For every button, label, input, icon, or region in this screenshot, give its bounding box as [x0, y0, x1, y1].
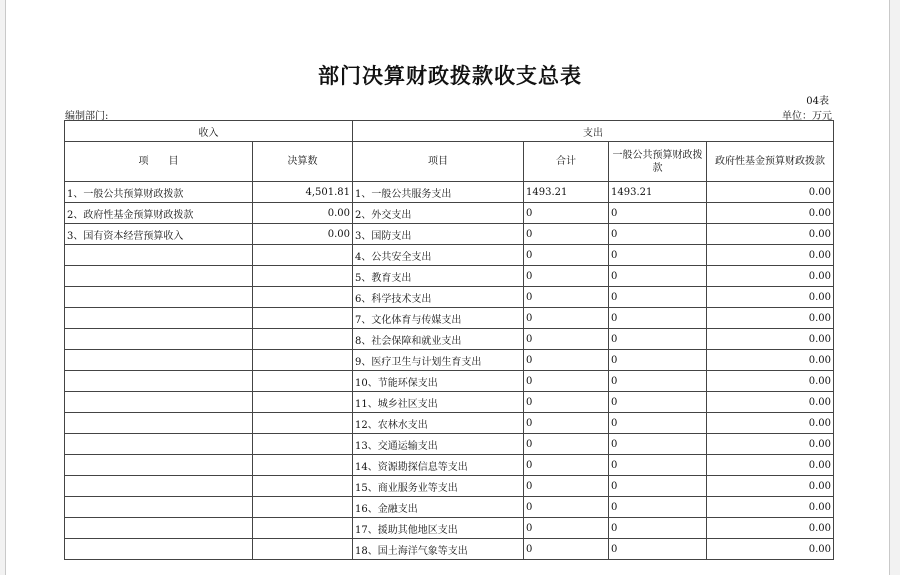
income-item-cell — [65, 371, 253, 392]
gov-fund-cell: 0.00 — [707, 287, 834, 308]
header-row-2 — [65, 142, 834, 182]
income-item-cell: 2、政府性基金预算财政拨款 — [65, 203, 253, 224]
general-budget-header: 一般公共预算财政拨款 — [609, 142, 707, 182]
expenditure-item-cell: 11、城乡社区支出 — [353, 392, 524, 413]
gov-fund-cell: 0.00 — [707, 203, 834, 224]
total-cell: 0 — [524, 350, 609, 371]
gov-fund-header: 政府性基金预算财政拨款 — [707, 142, 834, 182]
general-budget-cell: 0 — [609, 287, 707, 308]
table-row — [65, 224, 834, 245]
table-row — [65, 476, 834, 497]
income-amount-cell — [253, 476, 353, 497]
revenue-expenditure-table — [64, 120, 834, 560]
table-row — [65, 308, 834, 329]
income-item-cell — [65, 518, 253, 539]
income-item-cell: 1、一般公共预算财政拨款 — [65, 182, 253, 203]
gov-fund-cell: 0.00 — [707, 350, 834, 371]
gov-fund-cell: 0.00 — [707, 518, 834, 539]
expenditure-item-cell: 15、商业服务业等支出 — [353, 476, 524, 497]
income-amount-cell: 0.00 — [253, 224, 353, 245]
income-amount-cell — [253, 539, 353, 560]
expenditure-header: 支出 — [353, 121, 834, 142]
expenditure-item-cell: 16、金融支出 — [353, 497, 524, 518]
income-amount-cell — [253, 518, 353, 539]
general-budget-cell: 0 — [609, 308, 707, 329]
total-cell: 0 — [524, 308, 609, 329]
table-row — [65, 371, 834, 392]
total-cell: 0 — [524, 476, 609, 497]
total-cell: 0 — [524, 203, 609, 224]
income-item-cell — [65, 266, 253, 287]
gov-fund-cell: 0.00 — [707, 497, 834, 518]
general-budget-cell: 0 — [609, 434, 707, 455]
table-row — [65, 434, 834, 455]
gov-fund-cell: 0.00 — [707, 413, 834, 434]
table-row — [65, 413, 834, 434]
gov-fund-cell: 0.00 — [707, 455, 834, 476]
general-budget-cell: 1493.21 — [609, 182, 707, 203]
income-item-cell — [65, 329, 253, 350]
table-row — [65, 329, 834, 350]
income-item-cell: 3、国有资本经营预算收入 — [65, 224, 253, 245]
general-budget-cell: 0 — [609, 224, 707, 245]
income-item-cell — [65, 539, 253, 560]
general-budget-cell: 0 — [609, 476, 707, 497]
general-budget-cell: 0 — [609, 392, 707, 413]
general-budget-cell: 0 — [609, 329, 707, 350]
expenditure-item-cell: 4、公共安全支出 — [353, 245, 524, 266]
total-cell: 0 — [524, 518, 609, 539]
total-cell: 0 — [524, 434, 609, 455]
income-amount-cell — [253, 350, 353, 371]
expenditure-item-cell: 13、交通运输支出 — [353, 434, 524, 455]
general-budget-cell: 0 — [609, 518, 707, 539]
table-row — [65, 350, 834, 371]
expenditure-item-cell: 1、一般公共服务支出 — [353, 182, 524, 203]
income-amount-cell — [253, 413, 353, 434]
income-amount-cell — [253, 434, 353, 455]
table-row — [65, 245, 834, 266]
table-row — [65, 203, 834, 224]
income-amount-cell: 4,501.81 — [253, 182, 353, 203]
table-row — [65, 539, 834, 560]
gov-fund-cell: 0.00 — [707, 308, 834, 329]
income-item-cell — [65, 287, 253, 308]
table-row — [65, 392, 834, 413]
gov-fund-cell: 0.00 — [707, 539, 834, 560]
income-item-header: 项 目 — [65, 142, 253, 182]
expenditure-item-cell: 6、科学技术支出 — [353, 287, 524, 308]
general-budget-cell: 0 — [609, 350, 707, 371]
gov-fund-cell: 0.00 — [707, 476, 834, 497]
income-amount-cell — [253, 497, 353, 518]
general-budget-cell: 0 — [609, 539, 707, 560]
expenditure-item-cell: 8、社会保障和就业支出 — [353, 329, 524, 350]
expenditure-item-header: 项目 — [353, 142, 524, 182]
income-amount-cell — [253, 371, 353, 392]
org-label: 编制部门: — [65, 111, 109, 122]
gov-fund-cell: 0.00 — [707, 182, 834, 203]
general-budget-cell: 0 — [609, 413, 707, 434]
general-budget-cell: 0 — [609, 455, 707, 476]
income-item-cell — [65, 392, 253, 413]
expenditure-item-cell: 18、国土海洋气象等支出 — [353, 539, 524, 560]
income-amount-cell — [253, 308, 353, 329]
total-cell: 0 — [524, 329, 609, 350]
gov-fund-cell: 0.00 — [707, 224, 834, 245]
income-item-cell — [65, 308, 253, 329]
income-amount-header: 决算数 — [253, 142, 353, 182]
expenditure-item-cell: 14、资源勘探信息等支出 — [353, 455, 524, 476]
expenditure-item-cell: 2、外交支出 — [353, 203, 524, 224]
expenditure-item-cell: 10、节能环保支出 — [353, 371, 524, 392]
header-row-1 — [65, 121, 834, 142]
total-cell: 0 — [524, 497, 609, 518]
unit-label: 单位：万元 — [782, 111, 832, 122]
income-amount-cell: 0.00 — [253, 203, 353, 224]
total-cell: 0 — [524, 539, 609, 560]
income-amount-cell — [253, 287, 353, 308]
expenditure-item-cell: 12、农林水支出 — [353, 413, 524, 434]
expenditure-item-cell: 7、文化体育与传媒支出 — [353, 308, 524, 329]
general-budget-cell: 0 — [609, 371, 707, 392]
income-item-cell — [65, 413, 253, 434]
total-cell: 0 — [524, 371, 609, 392]
gov-fund-cell: 0.00 — [707, 371, 834, 392]
table-row — [65, 518, 834, 539]
general-budget-cell: 0 — [609, 245, 707, 266]
report-title: 部门决算财政拨款收支总表 — [318, 64, 582, 88]
income-amount-cell — [253, 266, 353, 287]
table-row — [65, 455, 834, 476]
income-item-cell — [65, 245, 253, 266]
table-row — [65, 266, 834, 287]
total-cell: 0 — [524, 413, 609, 434]
gov-fund-cell: 0.00 — [707, 329, 834, 350]
income-item-cell — [65, 497, 253, 518]
income-amount-cell — [253, 329, 353, 350]
total-cell: 0 — [524, 455, 609, 476]
income-item-cell — [65, 350, 253, 371]
total-cell: 0 — [524, 287, 609, 308]
income-amount-cell — [253, 392, 353, 413]
income-item-cell — [65, 434, 253, 455]
total-cell: 0 — [524, 245, 609, 266]
general-budget-cell: 0 — [609, 203, 707, 224]
total-cell: 0 — [524, 224, 609, 245]
total-cell: 0 — [524, 266, 609, 287]
total-header: 合计 — [524, 142, 609, 182]
general-budget-cell: 0 — [609, 497, 707, 518]
table-number: 04表 — [806, 96, 829, 107]
expenditure-item-cell: 17、援助其他地区支出 — [353, 518, 524, 539]
gov-fund-cell: 0.00 — [707, 245, 834, 266]
table-row — [65, 287, 834, 308]
total-cell: 0 — [524, 392, 609, 413]
expenditure-item-cell: 5、教育支出 — [353, 266, 524, 287]
total-cell: 1493.21 — [524, 182, 609, 203]
income-amount-cell — [253, 245, 353, 266]
gov-fund-cell: 0.00 — [707, 434, 834, 455]
table-row — [65, 497, 834, 518]
gov-fund-cell: 0.00 — [707, 266, 834, 287]
income-item-cell — [65, 455, 253, 476]
table-row — [65, 182, 834, 203]
income-amount-cell — [253, 455, 353, 476]
gov-fund-cell: 0.00 — [707, 392, 834, 413]
expenditure-item-cell: 3、国防支出 — [353, 224, 524, 245]
general-budget-cell: 0 — [609, 266, 707, 287]
income-header: 收入 — [65, 121, 353, 142]
expenditure-item-cell: 9、医疗卫生与计划生育支出 — [353, 350, 524, 371]
income-item-cell — [65, 476, 253, 497]
